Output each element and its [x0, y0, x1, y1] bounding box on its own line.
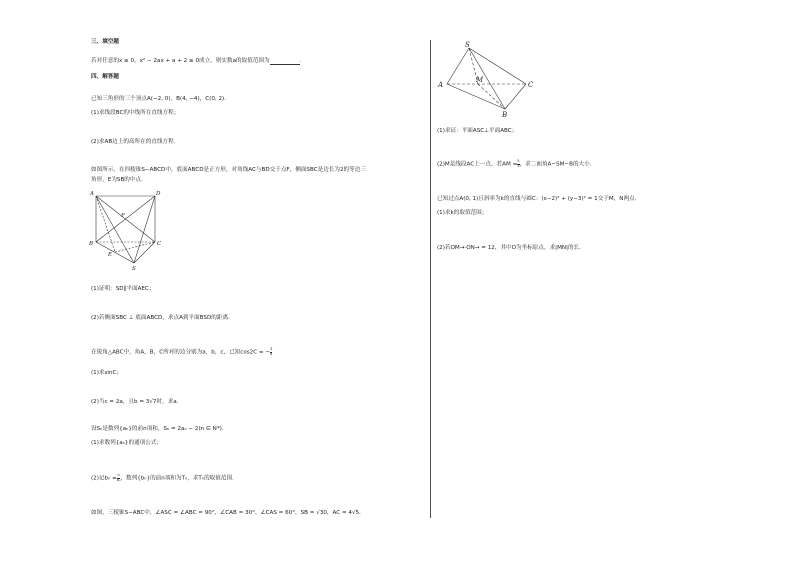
section-title-answer: 四、解答题	[91, 74, 119, 80]
q6-part2: (2)若OM→·ON→ = 12，其中O为坐标原点，求|MN|的长.	[437, 245, 581, 251]
edge-b-c	[505, 84, 526, 109]
q3-text	[91, 348, 272, 357]
tetrahedron-figure	[436, 42, 546, 117]
q3-fraction-den: 4	[270, 351, 273, 356]
q5-part2-start: (2)M是线段AC上一点，若AM =	[437, 161, 518, 168]
label-e: E	[108, 252, 113, 258]
q6-text: 已知过点A(0, 1)且斜率为k的直线与圆C：(x−2)² + (y−3)² = 1交于M，N两点.	[437, 196, 637, 202]
seg-m-b	[478, 84, 505, 109]
label-b: B	[502, 111, 508, 119]
answer-blank	[270, 59, 300, 65]
q2-text-line2: 角形，E为SB的中点.	[91, 177, 143, 183]
label-s: S	[132, 266, 136, 272]
q4-part2	[91, 474, 234, 483]
column-divider	[430, 40, 431, 518]
q4-fraction-num: n	[117, 473, 120, 477]
q5-part1: (1)求证：平面ASC⊥平面ABC；	[437, 128, 518, 134]
q3-fraction	[270, 348, 272, 356]
q5-part2	[437, 160, 592, 169]
label-d: D	[156, 191, 161, 197]
q1-text: 已知三角形的三个顶点A(−2, 0)，B(4, −4)，C(0, 2).	[91, 96, 226, 102]
label-m: M	[476, 76, 484, 84]
q5-fraction-num: 5	[517, 159, 520, 163]
q4-text: 设Sₙ是数列{aₙ}的前n项和，Sₙ = 2aₙ − 2(n ∈ N*).	[91, 426, 224, 432]
label-b: B	[89, 241, 94, 247]
q1-part1: (1)求线段BC的中线所在直线方程；	[91, 110, 180, 116]
edge-s-b	[469, 48, 505, 109]
fill-question	[91, 58, 301, 65]
q5-part2-end: ，求二面角A−SM−B的大小.	[519, 161, 592, 168]
q1-part2: (2)求AB边上的高所在的直线方程.	[91, 139, 176, 145]
q4-part1: (1)求数列{aₙ}的通项公式；	[91, 440, 163, 446]
edge-s-d	[134, 196, 155, 263]
pyramid-figure	[88, 186, 168, 272]
q3-text-main: 在锐角△ABC中，角A，B，C所对的边分别为a，b，c，已知cos2C = −	[91, 349, 271, 356]
fill-question-period: .	[299, 58, 302, 64]
q4-part2-start: (2)记bₙ =	[91, 475, 117, 482]
edge-s-a	[447, 48, 469, 84]
q4-fraction-den: aₙ	[116, 477, 121, 482]
edge-s-a	[96, 196, 134, 263]
q2-text-line1: 如图所示，在四棱锥S−ABCD中，底面ABCD是正方形，对角线AC与BD交于点F，侧面SBC是边长为2的等边三	[91, 167, 366, 173]
q5-text: 如图，三棱锥S−ABC中，∠ASC = ∠ABC = 90°，∠CAB = 30°，∠CAS = 60°，SB = √30，AC = 4√5.	[91, 510, 361, 516]
label-a: A	[90, 191, 94, 197]
q5-fraction-den: 3	[517, 163, 520, 168]
q2-part2: (2)若侧面SBC ⊥ 底面ABCD，求点A到平面BSD的距离.	[91, 315, 230, 321]
label-c: C	[528, 81, 534, 89]
edge-a-b	[447, 84, 505, 109]
q2-part1: (1)证明：SD∥平面AEC；	[91, 286, 155, 292]
seg-e-c	[115, 242, 155, 252]
q4-part2-end: ，数列{bₙ}的前n项和为Tₙ，求Tₙ的取值范围.	[120, 475, 234, 482]
section-title-fill-in: 三、填空题	[91, 39, 119, 45]
q3-fraction-num: 3	[270, 347, 273, 351]
label-s: S	[465, 41, 470, 49]
q3-part1: (1)求sinC；	[91, 370, 123, 376]
label-c: C	[157, 241, 162, 247]
q6-part1: (1)求k的取值范围；	[437, 210, 488, 216]
fill-question-text: 若对任意的x ≥ 0，x² − 2ax + a + 2 ≥ 0成立，则实数a的取值范围为	[91, 58, 270, 64]
q3-part2: (2)当c = 2a，且b = 3√7时，求a.	[91, 399, 179, 405]
label-a: A	[438, 81, 444, 89]
label-f: F	[121, 213, 125, 219]
